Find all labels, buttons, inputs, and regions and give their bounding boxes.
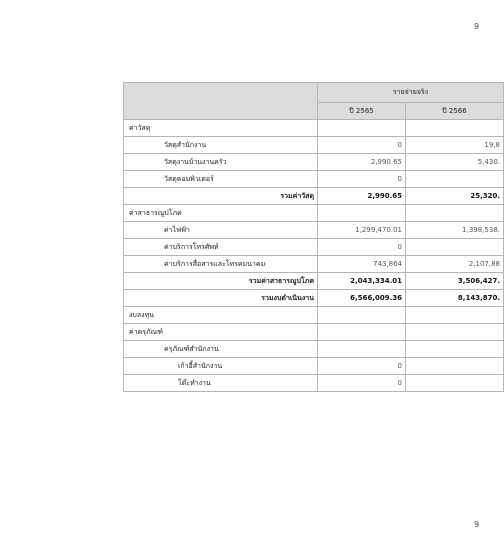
value-2566: 5,430.	[406, 154, 504, 171]
value-2565	[318, 324, 406, 341]
value-2566: 8,143,870.	[406, 290, 504, 307]
row-label: วัสดุงานบ้านงานครัว	[124, 154, 318, 171]
budget-table	[123, 82, 504, 392]
value-2565: 0	[318, 375, 406, 392]
value-2565	[318, 307, 406, 324]
table-row	[124, 171, 504, 188]
value-2565: 1,299,470.01	[318, 222, 406, 239]
value-2566	[406, 358, 504, 375]
page-number-top: 9	[474, 22, 480, 31]
table-row	[124, 358, 504, 375]
value-2566: 25,320.	[406, 188, 504, 205]
value-2566: 1,398,538.	[406, 222, 504, 239]
value-2565	[318, 120, 406, 137]
value-2565: 2,990.65	[318, 154, 406, 171]
table-row	[124, 239, 504, 256]
row-label: โต๊ะทำงาน	[124, 375, 318, 392]
table-row	[124, 222, 504, 239]
value-2566	[406, 205, 504, 222]
table-row	[124, 324, 504, 341]
budget-rows	[124, 120, 504, 392]
value-2565: 2,990.65	[318, 188, 406, 205]
value-2566: 19,8	[406, 137, 504, 154]
value-2565	[318, 205, 406, 222]
row-label: วัสดุคอมพิวเตอร์	[124, 171, 318, 188]
value-2566	[406, 375, 504, 392]
actual-expense-header: รายจ่ายจริง	[318, 83, 504, 103]
value-2566	[406, 171, 504, 188]
table-row	[124, 341, 504, 358]
value-2565	[318, 341, 406, 358]
value-2565: 743,864	[318, 256, 406, 273]
table-row	[124, 256, 504, 273]
year-header-2566: ปี 2566	[406, 103, 504, 120]
table-row	[124, 154, 504, 171]
table-row	[124, 375, 504, 392]
table-row	[124, 273, 504, 290]
page-number-bottom: 9	[474, 520, 480, 529]
row-label: รวมงบดำเนินงาน	[124, 290, 318, 307]
row-label: ค่าสาธารณูปโภค	[124, 205, 318, 222]
value-2565: 0	[318, 239, 406, 256]
table-row	[124, 120, 504, 137]
row-label: วัสดุสำนักงาน	[124, 137, 318, 154]
row-label: รวมค่าสาธารณูปโภค	[124, 273, 318, 290]
row-label: ค่าไฟฟ้า	[124, 222, 318, 239]
value-2566	[406, 324, 504, 341]
value-2565: 0	[318, 137, 406, 154]
row-label: เก้าอี้สำนักงาน	[124, 358, 318, 375]
label-column-header	[124, 83, 318, 120]
row-label: ครุภัณฑ์สำนักงาน	[124, 341, 318, 358]
table-row	[124, 205, 504, 222]
value-2565: 2,043,334.01	[318, 273, 406, 290]
value-2566	[406, 120, 504, 137]
row-label: งบลงทุน	[124, 307, 318, 324]
row-label: ค่าบริการสื่อสารและโทรคมนาคม	[124, 256, 318, 273]
row-label: ค่าครุภัณฑ์	[124, 324, 318, 341]
row-label: ค่าบริการโทรศัพท์	[124, 239, 318, 256]
table-row	[124, 188, 504, 205]
row-label: ค่าวัสดุ	[124, 120, 318, 137]
value-2565: 0	[318, 358, 406, 375]
value-2565: 0	[318, 171, 406, 188]
value-2566: 3,506,427.	[406, 273, 504, 290]
table-row	[124, 307, 504, 324]
value-2566: 2,107,88	[406, 256, 504, 273]
value-2565: 6,566,009.36	[318, 290, 406, 307]
value-2566	[406, 341, 504, 358]
table-row	[124, 290, 504, 307]
year-header-2565: ปี 2565	[318, 103, 406, 120]
value-2566	[406, 307, 504, 324]
table-row	[124, 137, 504, 154]
value-2566	[406, 239, 504, 256]
row-label: รวมค่าวัสดุ	[124, 188, 318, 205]
